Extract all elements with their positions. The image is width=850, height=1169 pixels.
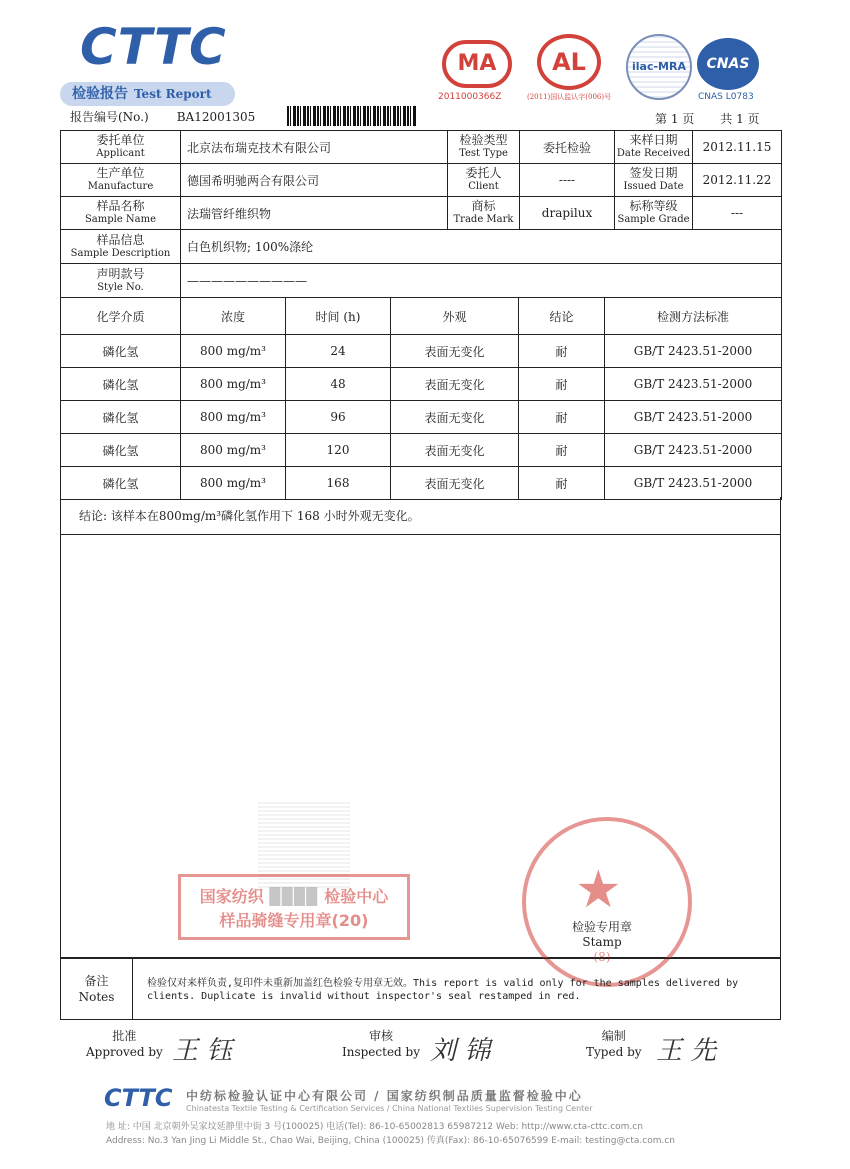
inspected-by — [342, 1028, 420, 1060]
table-row — [61, 401, 782, 434]
stamp-label-cn: 检验专用章 — [572, 920, 633, 934]
report-title-en: Test Report — [134, 87, 212, 101]
page-info — [655, 110, 786, 127]
results-header-row — [61, 298, 782, 335]
approved-label-cn: 批准 — [112, 1029, 137, 1043]
stamp-number: (8) — [593, 950, 611, 964]
header-result: 结论 — [519, 298, 605, 335]
cell-concentration: 800 mg/m³ — [181, 368, 286, 401]
table-row — [61, 467, 782, 500]
issued-date-label: 签发日期 Issued Date — [615, 164, 693, 197]
results-table — [60, 297, 782, 500]
sample-description-label: 样品信息 Sample Description — [61, 230, 181, 264]
cnas-seal: CNAS — [697, 38, 759, 90]
notes-label-en: Notes — [78, 990, 115, 1004]
cell-method: GB/T 2423.51-2000 — [605, 368, 782, 401]
cell-concentration: 800 mg/m³ — [181, 335, 286, 368]
barcode — [287, 106, 417, 126]
cell-method: GB/T 2423.51-2000 — [605, 335, 782, 368]
stamp-label-en: Stamp — [582, 935, 622, 949]
inspected-label-cn: 审核 — [369, 1029, 394, 1043]
sample-grade-label: 标称等级 Sample Grade — [615, 197, 693, 230]
header-time: 时间 (h) — [286, 298, 391, 335]
sample-description-value: 白色机织物; 100%涤纶 — [181, 230, 782, 264]
cell-appearance: 表面无变化 — [391, 368, 519, 401]
cell-concentration: 800 mg/m³ — [181, 401, 286, 434]
cell-time: 96 — [286, 401, 391, 434]
conclusion: 结论: 该样本在800mg/m³磷化氢作用下 168 小时外观无变化。 — [60, 497, 781, 535]
footer-logo: CTTC — [104, 1084, 173, 1112]
cell-result: 耐 — [519, 467, 605, 500]
page-number: 第 1 页 — [655, 112, 695, 126]
sample-name-label: 样品名称 Sample Name — [61, 197, 181, 230]
footer-org-cn: 中纺标检验认证中心有限公司 / 国家纺织制品质量监督检验中心 — [186, 1089, 583, 1103]
table-row — [61, 434, 782, 467]
seam-stamp-line2: 样品骑缝专用章(20) — [219, 911, 369, 930]
seam-stamp-line1: 国家纺织 — [199, 887, 264, 906]
header-medium: 化学介质 — [61, 298, 181, 335]
header-appearance: 外观 — [391, 298, 519, 335]
cell-medium: 磷化氢 — [61, 335, 181, 368]
cell-result: 耐 — [519, 368, 605, 401]
date-received-value: 2012.11.15 — [693, 131, 782, 164]
client-label: 委托人 Client — [448, 164, 520, 197]
approver-signature: 王 钰 — [172, 1036, 233, 1066]
cell-method: GB/T 2423.51-2000 — [605, 434, 782, 467]
table-row — [61, 335, 782, 368]
cell-appearance: 表面无变化 — [391, 467, 519, 500]
trade-mark-value: drapilux — [520, 197, 615, 230]
footer-address-en: Address: No.3 Yan Jing Li Middle St., Chao Wai, Beijing, China (100025) 传真(Fax): 86-10-65076599 E-mail: testing@cta.com.cn — [106, 1136, 675, 1146]
cell-result: 耐 — [519, 401, 605, 434]
cell-medium: 磷化氢 — [61, 368, 181, 401]
typist-signature: 王 先 — [656, 1036, 717, 1066]
cell-appearance: 表面无变化 — [391, 335, 519, 368]
footer-org-en: Chinatesta Textile Testing & Certification Services / China National Textiles Supervision Testing Center — [186, 1104, 593, 1113]
ilac-mra-seal: ilac-MRA — [626, 34, 692, 100]
cell-medium: 磷化氢 — [61, 434, 181, 467]
cell-result: 耐 — [519, 434, 605, 467]
cal-code: (2011)国认监认字(006)号 — [527, 93, 612, 101]
cnas-code: CNAS L0783 — [698, 92, 754, 102]
star-icon: ★ — [575, 860, 622, 920]
cell-appearance: 表面无变化 — [391, 401, 519, 434]
manufacture-label: 生产单位 Manufacture — [61, 164, 181, 197]
inspected-label-en: Inspected by — [342, 1045, 421, 1059]
applicant-label: 委托单位 Applicant — [61, 131, 181, 164]
sample-name-value: 法瑞管纤维织物 — [181, 197, 448, 230]
cell-medium: 磷化氢 — [61, 401, 181, 434]
page-total: 共 1 页 — [720, 112, 760, 126]
cell-appearance: 表面无变化 — [391, 434, 519, 467]
seam-stamp: 国家纺织 ▉▉▉▉ 检验中心 样品骑缝专用章(20) — [178, 874, 410, 940]
seam-stamp-line1b: 检验中心 — [324, 887, 389, 906]
header-concentration: 浓度 — [181, 298, 286, 335]
notes-box — [60, 958, 781, 1020]
notes-label — [61, 959, 133, 1019]
typed-label-cn: 编制 — [601, 1029, 626, 1043]
report-title-cn: 检验报告 — [72, 86, 128, 102]
cell-method: GB/T 2423.51-2000 — [605, 401, 782, 434]
sample-grade-value: --- — [693, 197, 782, 230]
report-number — [70, 108, 255, 125]
client-value: ---- — [520, 164, 615, 197]
inspector-signature: 刘 锦 — [430, 1036, 491, 1066]
cell-concentration: 800 mg/m³ — [181, 434, 286, 467]
style-no-label: 声明款号 Style No. — [61, 264, 181, 298]
cell-medium: 磷化氢 — [61, 467, 181, 500]
notes-text: 检验仅对来样负责,复印件未重新加盖红色检验专用章无效。This report is valid only for the samples delivered by clients. Duplicate is invalid without inspector's seal restamped in red. — [147, 978, 739, 1002]
approved-by — [86, 1028, 163, 1060]
header-method: 检测方法标准 — [605, 298, 782, 335]
test-type-value: 委托检验 — [520, 131, 615, 164]
footer-address-cn: 地 址: 中国 北京朝外吴家坟延静里中街 3 号(100025) 电话(Tel): 86-10-65002813 65987212 Web: http://www.cta-cttc.com.cn — [106, 1122, 643, 1132]
cell-concentration: 800 mg/m³ — [181, 467, 286, 500]
manufacture-value: 德国希明驰两合有限公司 — [181, 164, 448, 197]
cell-time: 168 — [286, 467, 391, 500]
cell-method: GB/T 2423.51-2000 — [605, 467, 782, 500]
report-number-label: 报告编号(No.) — [70, 110, 149, 124]
table-row — [61, 368, 782, 401]
trade-mark-label: 商标 Trade Mark — [448, 197, 520, 230]
report-number-value: BA12001305 — [176, 110, 256, 124]
cell-time: 120 — [286, 434, 391, 467]
cell-time: 48 — [286, 368, 391, 401]
cma-seal: MA — [442, 40, 512, 88]
notes-label-cn: 备注 — [84, 974, 109, 988]
applicant-value: 北京法布瑞克技术有限公司 — [181, 131, 448, 164]
cell-time: 24 — [286, 335, 391, 368]
issued-date-value: 2012.11.22 — [693, 164, 782, 197]
style-no-value: —————————— — [181, 264, 782, 298]
cttc-logo: CTTC — [80, 18, 227, 76]
test-type-label: 检验类型 Test Type — [448, 131, 520, 164]
cal-seal: AL — [537, 34, 601, 90]
approved-label-en: Approved by — [86, 1045, 163, 1059]
date-received-label: 来样日期 Date Received — [615, 131, 693, 164]
cell-result: 耐 — [519, 335, 605, 368]
sample-info-table — [60, 130, 782, 298]
typed-label-en: Typed by — [586, 1045, 642, 1059]
cma-code: 2011000366Z — [438, 92, 502, 102]
report-title-tag — [60, 82, 235, 106]
typed-by — [586, 1028, 642, 1060]
